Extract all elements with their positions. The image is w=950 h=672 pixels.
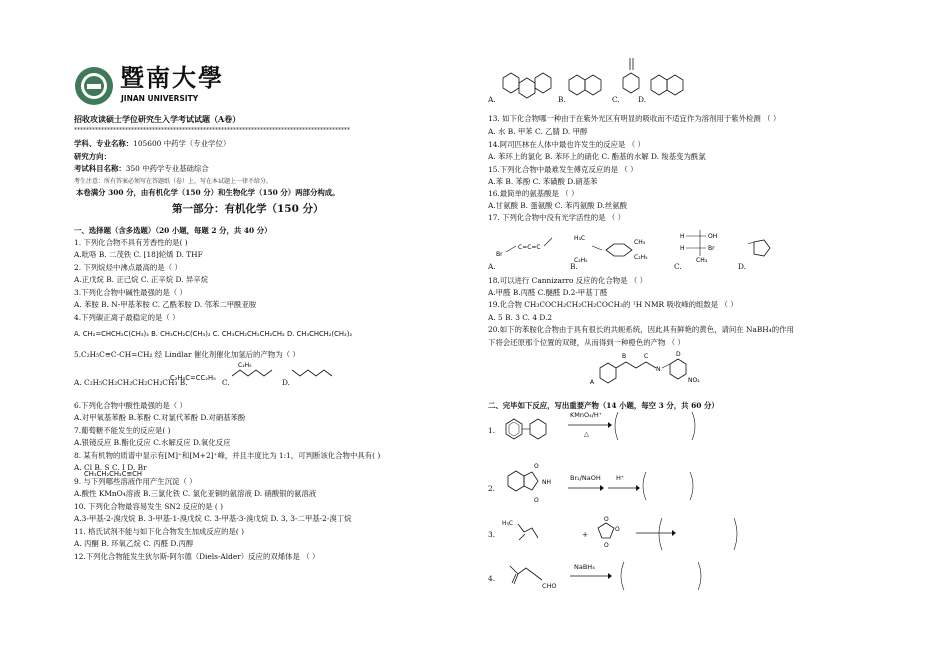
q12-structure-a xyxy=(498,70,558,100)
svg-text:C: C xyxy=(644,353,649,360)
q10: 10. 下列化合物最容易发生 SN2 反应的是 ( ) xyxy=(74,502,223,511)
major-line: 学科、专业名称：105600 中药学（专业学位） xyxy=(74,139,231,148)
q12-option-a: A. xyxy=(488,95,496,104)
svg-text:Br: Br xyxy=(708,245,715,252)
svg-text:O: O xyxy=(604,542,609,549)
q9-formula: CH₃CH₂CH₂C≡CH xyxy=(84,470,143,478)
candidate-note: 考生注意：所有答案必须写在答题纸（卷）上，写在本试题上一律不给分。 xyxy=(74,178,273,185)
q11: 11. 格氏试剂不能与如下化合物发生加成反应的是( ) xyxy=(74,527,245,536)
q4: 4.下列碳正离子最稳定的是（ ） xyxy=(74,313,180,322)
q9: 9. 与下列哪些溶液作用产生沉淀（ ） xyxy=(74,477,197,486)
svg-text:OH: OH xyxy=(708,233,718,240)
q12-option-c: C. xyxy=(612,95,620,104)
q5-option-d-structure xyxy=(290,366,340,380)
q17-option-b: B. xyxy=(570,262,578,271)
q12-structure-d xyxy=(648,72,692,100)
q14: 14.阿司匹林在人体中最也许发生的反应是 （ ） xyxy=(488,140,645,149)
q15: 15.下列化合物中最难发生傅克反应的是 （ ） xyxy=(488,165,638,174)
q17-option-c: C. xyxy=(674,262,682,271)
q12: 12.下列化合物能发生狄尔斯-阿尔德（Diels-Alder）反应的双烯体是 （ ） xyxy=(74,552,320,561)
svg-text:C₂H₅: C₂H₅ xyxy=(238,362,252,369)
reaction-4-number: 4. xyxy=(488,574,496,583)
reaction-3-answer-bracket xyxy=(656,516,746,552)
q7: 7.葡萄糖不能发生的反应是( ) xyxy=(74,426,171,435)
q1: 1. 下列化合物不具有芳香性的是( ) xyxy=(74,238,188,247)
svg-text:N: N xyxy=(656,366,661,373)
q7-options: A.银镜反应 B.酯化反应 C.水解反应 D.氧化反应 xyxy=(74,438,231,447)
svg-text:O: O xyxy=(534,497,539,504)
svg-text:C=C=C: C=C=C xyxy=(518,244,541,251)
svg-text:D: D xyxy=(676,351,681,358)
q17-structure-d xyxy=(746,236,776,262)
q20-line2: 下将会还原那个位置的双键，从而得到一种橙色的产物 （ ） xyxy=(488,338,685,347)
svg-text:H: H xyxy=(680,233,685,240)
q5-option-c-label: C. xyxy=(222,378,230,387)
q12-structure-c xyxy=(618,56,648,100)
q8: 8. 某有机物的质谱中显示有[M]⁺和[M+2]⁺峰，并且丰度比为 1:1，可判断该化合物中具有( ) xyxy=(74,451,381,460)
part1-title: 第一部分：有机化学（150 分） xyxy=(172,203,324,215)
q5-option-a: A. C₂H₅CH₂CH₂CH₂CH₂CH₃ B. xyxy=(74,378,188,387)
q16: 16.最简单的氨基酸是 （ ） xyxy=(488,189,579,198)
reaction-1-number: 1. xyxy=(488,426,496,435)
q20-line1: 20.如下的苯胺化合物由于具有很长的共轭系统，因此具有鲜艳的黄色，请问在 NaBH₄的作用 xyxy=(488,325,794,334)
q3-options: A. 苯胺 B. N-甲基苯胺 C. 乙酰苯胺 D. 邻苯二甲酰亚胺 xyxy=(74,300,257,309)
reaction-2-number: 2. xyxy=(488,484,496,493)
svg-text:C₂H₅: C₂H₅ xyxy=(574,257,588,264)
q2: 2. 下列烷烃中沸点最高的是（ ） xyxy=(74,263,182,272)
q6: 6.下列化合物中酸性最强的是（ ） xyxy=(74,401,187,410)
q17-option-d: D. xyxy=(738,262,747,271)
reaction-1-answer-bracket xyxy=(612,410,702,442)
svg-text:CH₃: CH₃ xyxy=(634,239,646,246)
q5-option-b-formula: C₂H₅C=CC₂H₅ xyxy=(170,374,216,382)
q12-option-d: D. xyxy=(638,95,647,104)
reaction-4-arrow xyxy=(570,572,612,580)
reaction-3-anhydride xyxy=(588,514,624,552)
reaction-1-heat: △ xyxy=(584,430,589,438)
reaction-3-diene xyxy=(508,520,548,544)
q5-option-c-structure xyxy=(230,360,280,380)
svg-text:NO₂: NO₂ xyxy=(688,377,700,384)
svg-text:Br: Br xyxy=(496,251,503,258)
q1-options: A.吡咯 B. 二茂铁 C. [18]轮烯 D. THF xyxy=(74,250,203,259)
q19-options: A. 5 B. 3 C. 4 D.2 xyxy=(488,313,553,322)
svg-text:H₃C: H₃C xyxy=(574,235,586,242)
reaction-1-reagent: KMnO₄/H⁺ xyxy=(570,411,603,419)
university-name-cn: 暨南大學 xyxy=(120,63,224,92)
q17-option-a: A. xyxy=(488,262,496,271)
reaction-2-arrow-2 xyxy=(608,484,640,492)
svg-text:C₂H₅: C₂H₅ xyxy=(634,254,648,261)
q20-structure xyxy=(586,348,746,390)
reaction-3-number: 3. xyxy=(488,530,496,539)
q13-options: A. 水 B. 甲苯 C. 乙腈 D. 甲醇 xyxy=(488,127,588,136)
exam-title: 招收攻读硕士学位研究生入学考试试题（A卷） xyxy=(74,114,241,124)
q11-options: A. 丙酮 B. 环氧乙烷 C. 丙醛 D.丙醇 xyxy=(74,539,194,548)
reaction-2-reagent: Br₂/NaOH xyxy=(570,474,601,482)
reaction-3-label: H₃C xyxy=(502,520,514,527)
divider-stars: ******************************************************************************************** xyxy=(74,127,350,134)
section2-title: 二、完毕如下反应，写出重要产物（14 小题，每空 3 分，共 60 分） xyxy=(488,401,719,410)
reaction-2-answer-bracket xyxy=(640,470,700,502)
svg-text:B: B xyxy=(622,353,627,360)
q19: 19.化合物 CH₃COCH₂CH₂CH₂COCH₃的 ¹H NMR 吸收峰的组数是 （ ） xyxy=(488,300,738,309)
total-score: 本卷满分 300 分，由有机化学（150 分）和生物化学（150 分）两部分构成。 xyxy=(76,188,340,197)
q15-options: A.苯 B. 苯酚 C. 苯磺酸 D.硝基苯 xyxy=(488,177,598,186)
q17: 17. 下列化合物中没有光学活性的是 （ ） xyxy=(488,213,626,222)
direction-line: 研究方向： xyxy=(74,152,111,161)
svg-text:H: H xyxy=(680,245,685,252)
q12-option-b: B. xyxy=(558,95,566,104)
q2-options: A.正戊烷 B. 正己烷 C. 正辛烷 D. 异辛烷 xyxy=(74,275,209,284)
reaction-4-answer-bracket xyxy=(618,560,708,592)
q12-structure-b xyxy=(566,72,610,100)
reaction-2-reagent-next: H⁺ xyxy=(616,474,625,482)
svg-text:O: O xyxy=(615,526,620,533)
reaction-2-structure xyxy=(502,458,562,508)
q17-structure-a xyxy=(494,232,554,262)
reaction-1-arrow xyxy=(568,421,612,429)
reaction-2-arrow-1 xyxy=(568,484,604,492)
q5: 5.C₂H₅C≡C-CH=CH₂ 经 Lindlar 催化剂催化加氢后的产物为（ ） xyxy=(74,350,300,359)
q13: 13. 如下化合物哪一种由于在紫外光区有明显的吸收而不适宜作为溶剂用于紫外检测 （ ） xyxy=(488,114,781,123)
q8-options: A. Cl B. S C. I D. Br xyxy=(74,463,147,472)
svg-text:O: O xyxy=(534,463,539,470)
university-name-en: JINAN UNIVERSITY xyxy=(121,94,199,103)
university-seal-icon xyxy=(74,66,114,106)
q5-option-d-label: D. xyxy=(282,378,291,387)
svg-text:O: O xyxy=(604,516,609,523)
reaction-1-structure xyxy=(502,412,574,442)
q17-structure-c xyxy=(678,228,728,264)
reaction-4-cho: CHO xyxy=(542,582,557,590)
svg-text:CH₃: CH₃ xyxy=(696,257,708,264)
q16-options: A.甘氨酸 B. 蛋氨酸 C. 苯丙氨酸 D.丝氨酸 xyxy=(488,201,628,210)
section1-title: 一、选择题（含多选题）（20 小题，每题 2 分，共 40 分） xyxy=(74,226,272,235)
q17-structure-b xyxy=(572,232,662,266)
reaction-3-plus: + xyxy=(582,530,589,539)
q4-options: A. CH₂=CHCH₂C(CH₃)₂ B. CH₃CH₂C(CH₃)₂ C. CH₃CH₂CH₂CH₂CH₂ D. CH₃CHCH₂(CH₂)₂ xyxy=(74,330,353,338)
svg-text:NH: NH xyxy=(542,479,551,486)
subject-line: 考试科目名称：350 中药学专业基础综合 xyxy=(74,164,209,173)
q3: 3.下列化合物中碱性最强的是（ ） xyxy=(74,288,187,297)
q18-options: A.甲醛 B.丙醛 C.醚醛 D.2-甲基丁醛 xyxy=(488,288,608,297)
q14-options: A. 苯环上的氯化 B. 苯环上的硝化 C. 酯基的水解 D. 羧基变为酰氯 xyxy=(488,152,706,161)
q10-options: A.3-甲基-2-溴戊烷 B. 3-甲基-1-溴戊烷 C. 3-甲基-3-溴戊烷 D. 3, 3-二甲基-2-溴丁烷 xyxy=(74,514,352,523)
q6-options: A.对甲氧基苯酚 B.苯酚 C.对氯代苯酚 D.对硝基苯酚 xyxy=(74,413,246,422)
svg-text:A: A xyxy=(590,379,595,386)
q9-options: A.酸性 KMnO₄溶液 B.三氯化铁 C. 氯化亚铜的氨溶液 D. 硝酸银的氨溶液 xyxy=(74,489,317,498)
reaction-4-reagent: NaBH₄ xyxy=(574,563,595,571)
q18: 18.可以进行 Cannizarro 反应的化合物是 （ ） xyxy=(488,276,647,285)
